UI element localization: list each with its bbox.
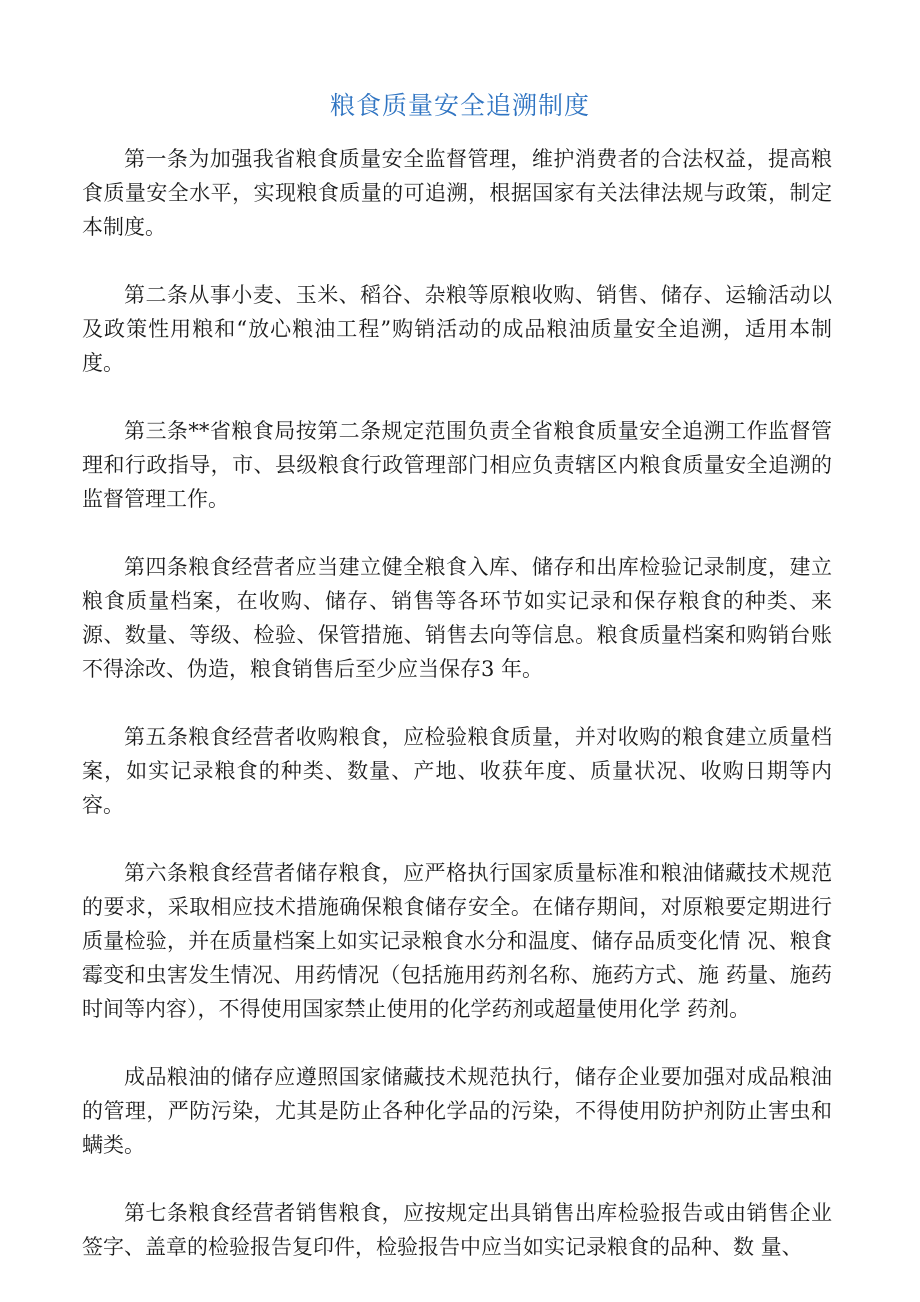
article-6-paragraph: 第六条粮食经营者储存粮食，应严格执行国家质量标准和粮油储藏技术规范的要求，采取相应技术措施确保粮食储存安全。在储存期间，对原粮要定期进行质量检验，并在质量档案上如实记录粮食水分和温度、储存品质变化情 况、粮食霉变和虫害发生情况、用药情况（包括施用药剂名称、施药方式、施 药量、施药时间等内容），不得使用国家禁止使用的化学药剂或超量使用化学 药剂。 — [82, 861, 832, 1021]
article-5-paragraph: 第五条粮食经营者收购粮食，应检验粮食质量，并对收购的粮食建立质量档案，如实记录粮食的种类、数量、产地、收获年度、质量状况、收购日期等内容。 — [82, 725, 832, 817]
article-3-paragraph: 第三条**省粮食局按第二条规定范围负责全省粮食质量安全追溯工作监督管理和行政指导，市、县级粮食行政管理部门相应负责辖区内粮食质量安全追溯的监督管理工作。 — [82, 419, 832, 511]
document-body — [82, 142, 832, 1264]
finished-grain-storage-paragraph: 成品粮油的储存应遵照国家储藏技术规范执行，储存企业要加强对成品粮油的管理，严防污染，尤其是防止各种化学品的污染，不得使用防护剂防止害虫和螨类。 — [82, 1065, 832, 1157]
document-title: 粮食质量安全追溯制度 — [329, 91, 590, 120]
article-4-paragraph: 第四条粮食经营者应当建立健全粮食入库、储存和出库检验记录制度，建立粮食质量档案，在收购、储存、销售等各环节如实记录和保存粮食的种类、来源、数量、等级、检验、保管措施、销售去向等信息。粮食质量档案和购销台账不得涂改、伪造，粮食销售后至少应当保存3 年。 — [82, 555, 832, 681]
article-7-paragraph: 第七条粮食经营者销售粮食，应按规定出具销售出库检验报告或由销售企业签字、盖章的检验报告复印件，检验报告中应当如实记录粮食的品种、数 量、 — [82, 1201, 832, 1259]
article-1-paragraph: 第一条为加强我省粮食质量安全监督管理，维护消费者的合法权益，提高粮食质量安全水平，实现粮食质量的可追溯，根据国家有关法律法规与政策，制定本制度。 — [82, 147, 832, 239]
article-2-paragraph: 第二条从事小麦、玉米、稻谷、杂粮等原粮收购、销售、储存、运输活动以及政策性用粮和“放心粮油工程”购销活动的成品粮油质量安全追溯，适用本制度。 — [82, 283, 832, 375]
